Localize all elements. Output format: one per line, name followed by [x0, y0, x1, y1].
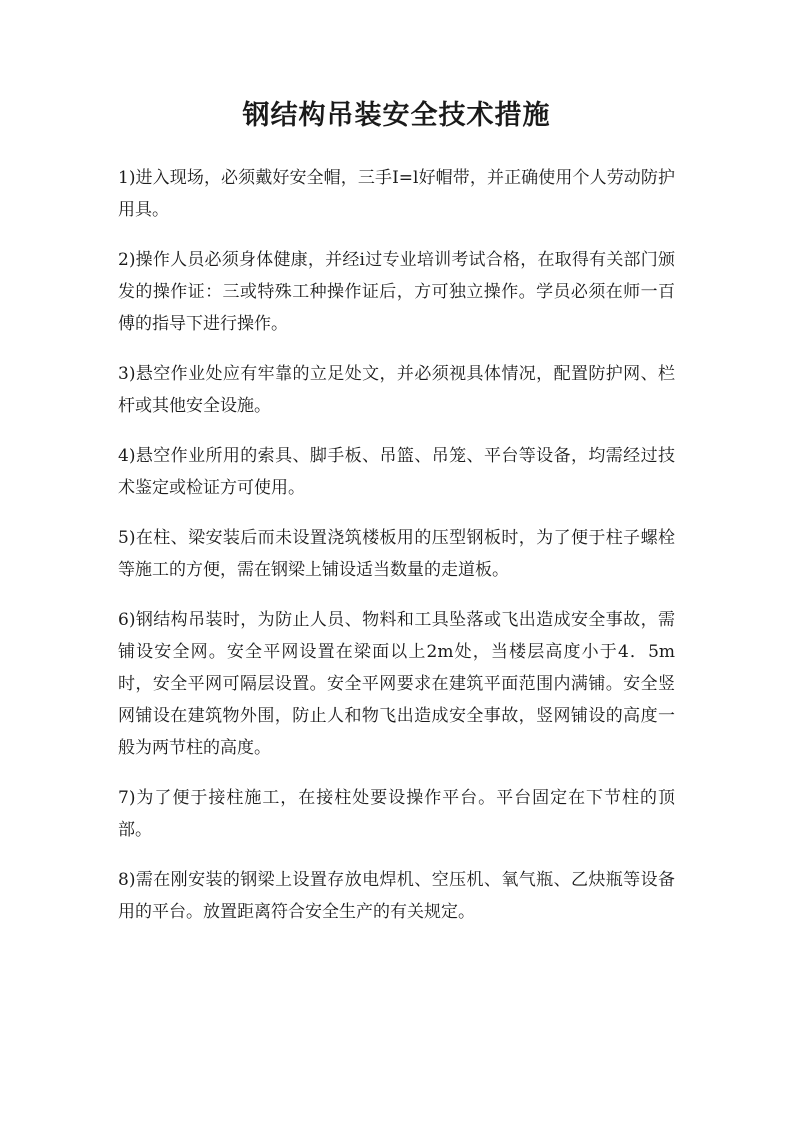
paragraph-2: 2)操作人员必须身体健康，并经i过专业培训考试合格，在取得有关部门颁发的操作证：三或特殊工种操作证后，方可独立操作。学员必须在师一百傅的指导下进行操作。 — [118, 250, 675, 334]
paragraph-5: 5)在柱、梁安装后而未设置浇筑楼板用的压型钢板时，为了便于柱子螺栓等施工的方便，需在钢梁上铺设适当数量的走道板。 — [118, 528, 675, 580]
paragraph-1: 1)进入现场，必须戴好安全帽，三手I=l好帽带，并正确使用个人劳动防护用具。 — [118, 168, 675, 220]
paragraph-4: 4)悬空作业所用的索具、脚手板、吊篮、吊笼、平台等设备，均需经过技术鉴定或检证方可使用。 — [118, 446, 675, 498]
paragraph-6: 6)钢结构吊装时，为防止人员、物料和工具坠落或飞出造成安全事故，需铺设安全网。安全平网设置在梁面以上2m处，当楼层高度小于4．5m时，安全平网可隔层设置。安全平网要求在建筑平面范围内满铺。安全竖网铺设在建筑物外围，防止人和物飞出造成安全事故，竖网铺设的高度一般为两节柱的高度。 — [118, 610, 675, 758]
document-title: 钢结构吊装安全技术措施 — [242, 100, 551, 131]
paragraph-8: 8)需在刚安装的钢梁上设置存放电焊机、空压机、氧气瓶、乙炔瓶等设备用的平台。放置距离符合安全生产的有关规定。 — [118, 870, 675, 922]
paragraph-7: 7)为了便于接柱施工，在接柱处要设操作平台。平台固定在下节柱的顶部。 — [118, 788, 675, 840]
document-body — [118, 162, 675, 928]
paragraph-3: 3)悬空作业处应有牢靠的立足处文，并必须视具体情况，配置防护网、栏杆或其他安全设施。 — [118, 364, 675, 416]
